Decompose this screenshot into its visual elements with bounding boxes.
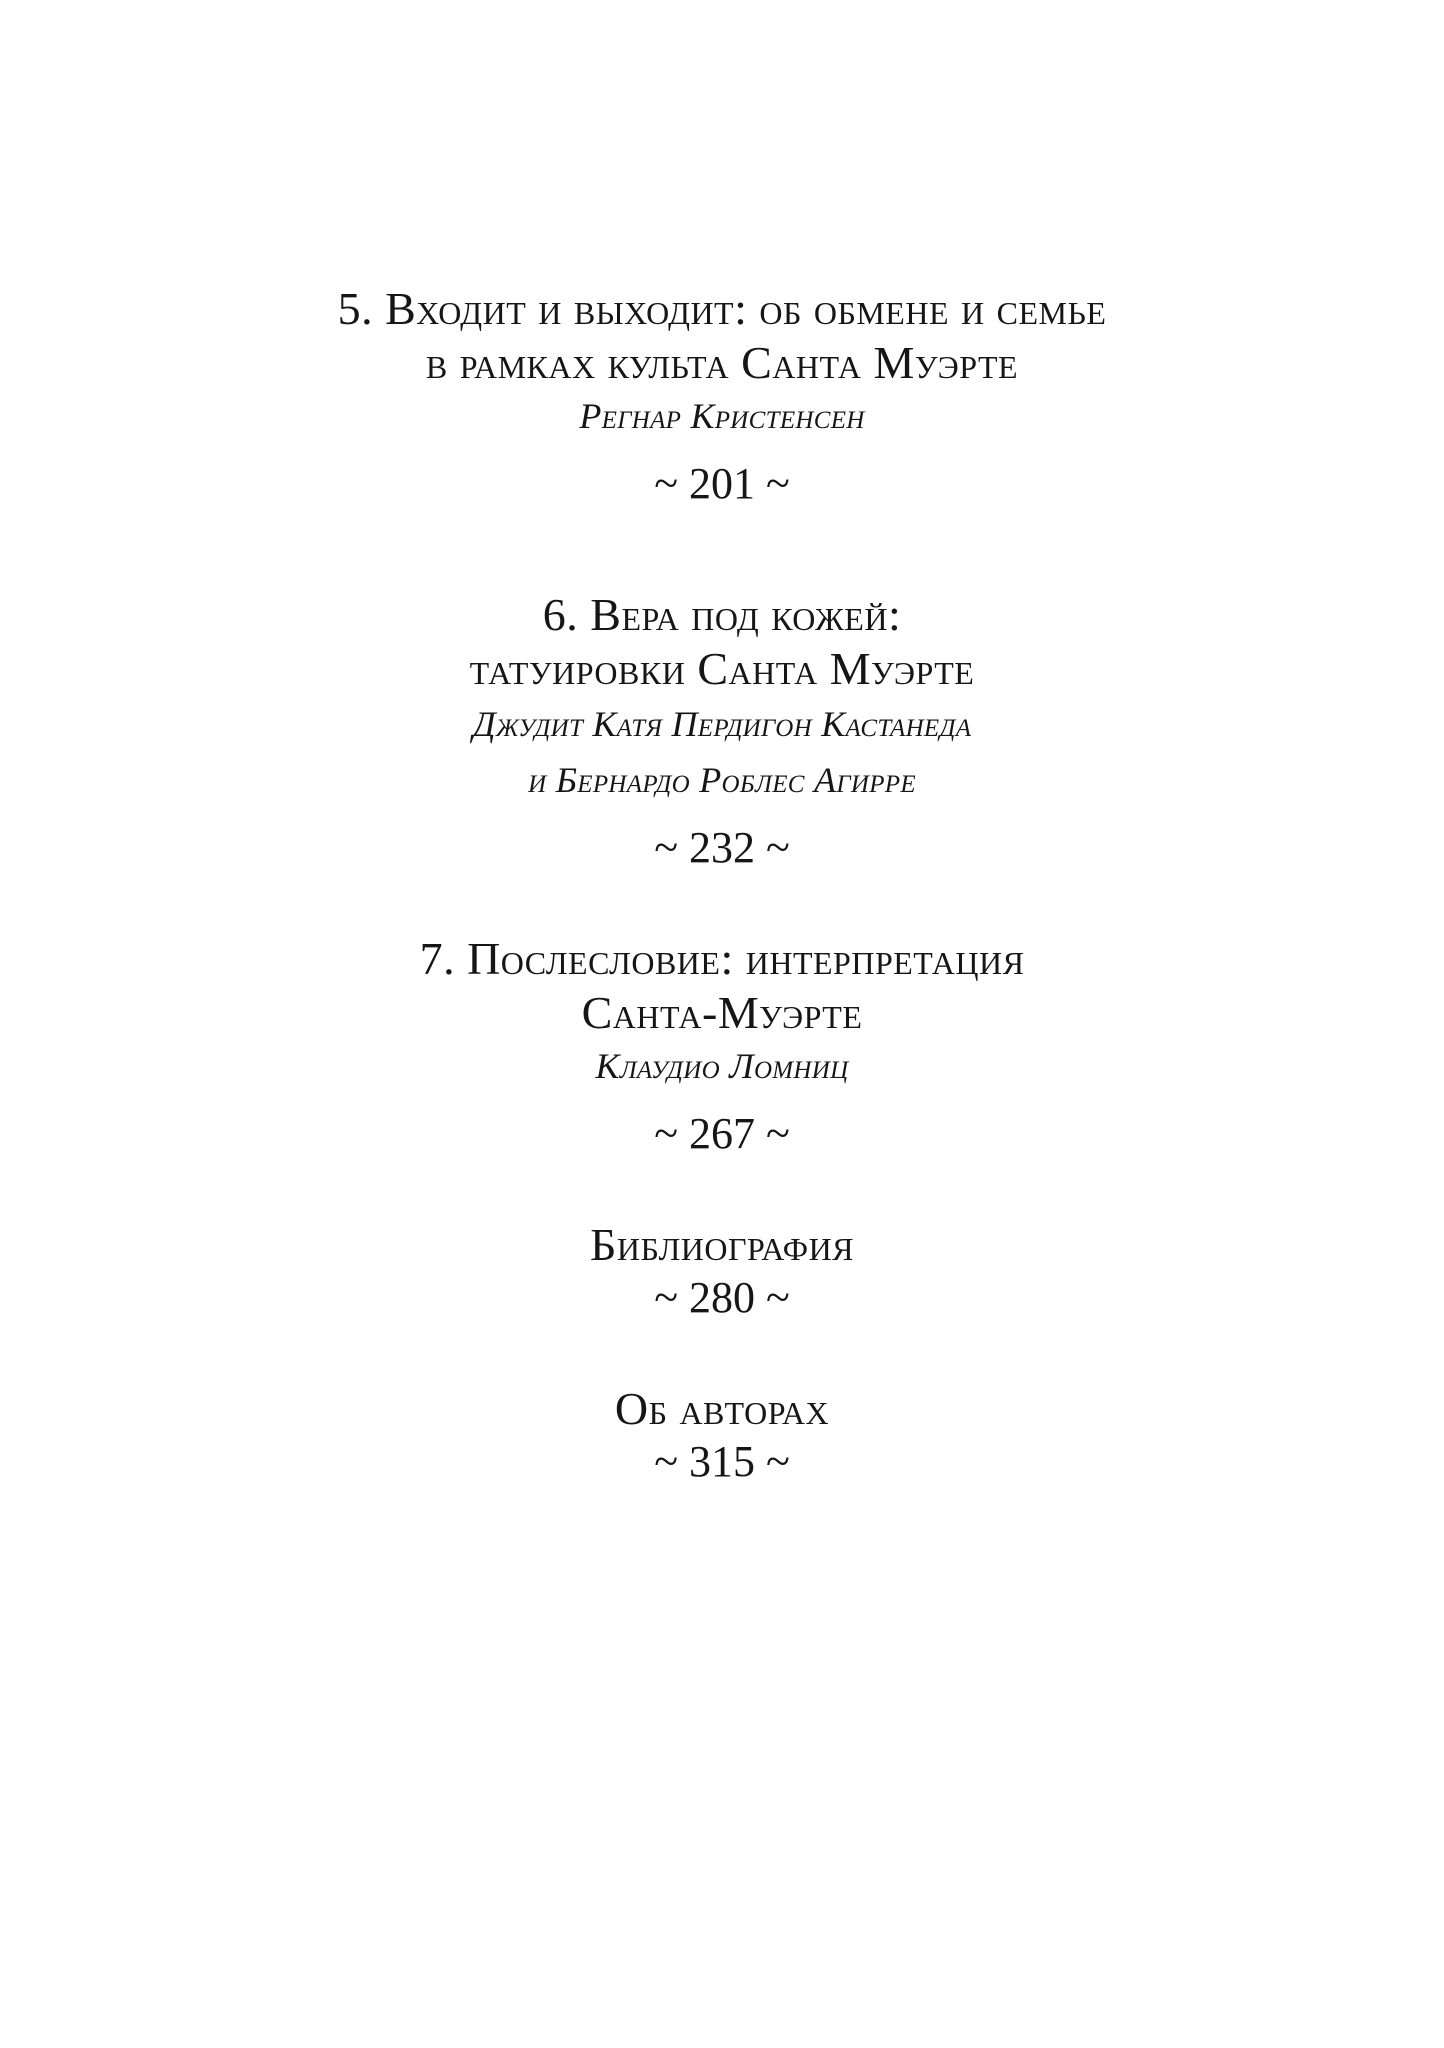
toc-about-authors-title: Об авторах <box>614 1383 830 1434</box>
toc-entry-7-title-line-1: 7. Послесловие: интерпретация <box>419 933 1025 984</box>
toc-entry-6-title-line-2: татуировки Санта Муэрте <box>469 643 975 694</box>
toc-entry-6-title-line-1: 6. Вера под кожей: <box>542 589 902 640</box>
toc-entry-5-title-line-2: в рамках культа Санта Муэрте <box>425 337 1019 388</box>
toc-entry-6-author-line-1: Джудит Катя Пердигон Кастанеда <box>472 704 972 744</box>
toc-bibliography-title: Библиография <box>589 1219 855 1270</box>
toc-about-authors-page: ~ 315 ~ <box>654 1437 790 1486</box>
toc-entry-5-title-line-1: 5. Входит и выходит: об обмене и семье <box>337 283 1107 334</box>
toc-bibliography-page: ~ 280 ~ <box>654 1273 790 1322</box>
toc-entry-6-author-line-2: и Бернардо Роблес Агирре <box>528 760 916 800</box>
toc-entry-5-author: Регнар Кристенсен <box>579 396 865 436</box>
toc-entry-7-title-line-2: Санта-Муэрте <box>581 987 863 1038</box>
toc-entry-7-page: ~ 267 ~ <box>654 1109 790 1158</box>
toc-entry-7-author: Клаудио Ломниц <box>595 1046 849 1086</box>
toc-entry-6-page: ~ 232 ~ <box>654 823 790 872</box>
toc-entry-5-page: ~ 201 ~ <box>654 459 790 508</box>
